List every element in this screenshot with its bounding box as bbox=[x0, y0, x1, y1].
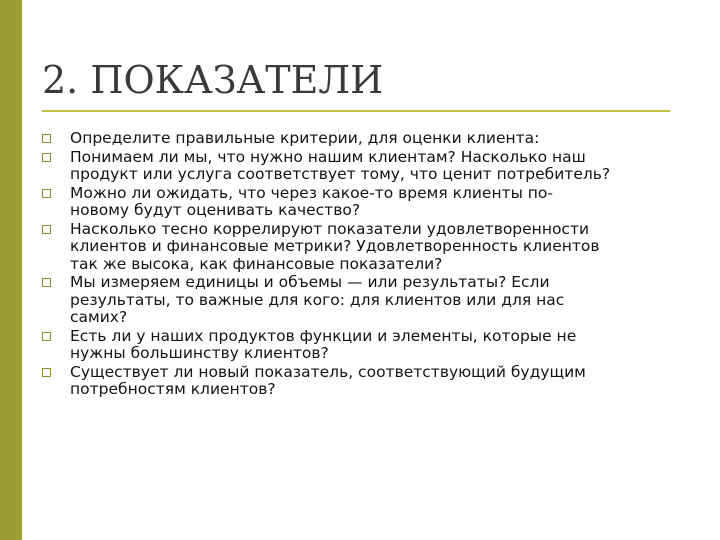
bullet-line: новому будут оценивать качество? bbox=[70, 201, 361, 219]
bullet-item bbox=[42, 328, 682, 363]
bullet-line: Понимаем ли мы, что нужно нашим клиентам? Насколько наш bbox=[70, 147, 586, 166]
bullet-item bbox=[42, 364, 682, 399]
bullet-line: нужны большинству клиентов? bbox=[70, 344, 329, 362]
bullet-line: Определите правильные критерии, для оценки клиента: bbox=[70, 129, 540, 147]
bullet-line: продукт или услуга соответствует тому, что ценит потребитель? bbox=[70, 165, 611, 183]
bullet-line: Существует ли новый показатель, соответствующий будущим bbox=[70, 362, 586, 381]
bullet-item bbox=[42, 274, 682, 327]
bullet-line: результаты, то важные для кого: для клиентов или для нас bbox=[70, 290, 565, 309]
hollow-square-icon bbox=[42, 332, 51, 341]
bullet-line: Можно ли ожидать, что через какое-то время клиенты по- bbox=[70, 183, 554, 202]
bullet-line: самих? bbox=[70, 308, 128, 326]
title-underline bbox=[42, 110, 670, 112]
hollow-square-icon bbox=[42, 134, 51, 143]
hollow-square-icon bbox=[42, 278, 51, 287]
bullet-line: потребностям клиентов? bbox=[70, 380, 276, 398]
bullet-line: Есть ли у наших продуктов функции и элементы, которые не bbox=[70, 326, 577, 345]
bullet-item bbox=[42, 130, 682, 148]
bullet-line: Мы измеряем единицы и объемы — или результаты? Если bbox=[70, 273, 550, 291]
bullet-item bbox=[42, 221, 682, 274]
slide-title: 2. ПОКАЗАТЕЛИ bbox=[42, 58, 384, 102]
hollow-square-icon bbox=[42, 189, 51, 198]
hollow-square-icon bbox=[42, 368, 51, 377]
bullet-item bbox=[42, 185, 682, 220]
bullet-list bbox=[42, 130, 682, 400]
bullet-item bbox=[42, 149, 682, 184]
bullet-line: так же высока, как финансовые показатели? bbox=[70, 254, 443, 273]
left-accent-bar bbox=[0, 0, 22, 540]
bullet-line: Насколько тесно коррелируют показатели удовлетворенности bbox=[70, 219, 590, 238]
bullet-line: клиентов и финансовые метрики? Удовлетворенность клиентов bbox=[70, 237, 600, 255]
hollow-square-icon bbox=[42, 225, 51, 234]
hollow-square-icon bbox=[42, 153, 51, 162]
